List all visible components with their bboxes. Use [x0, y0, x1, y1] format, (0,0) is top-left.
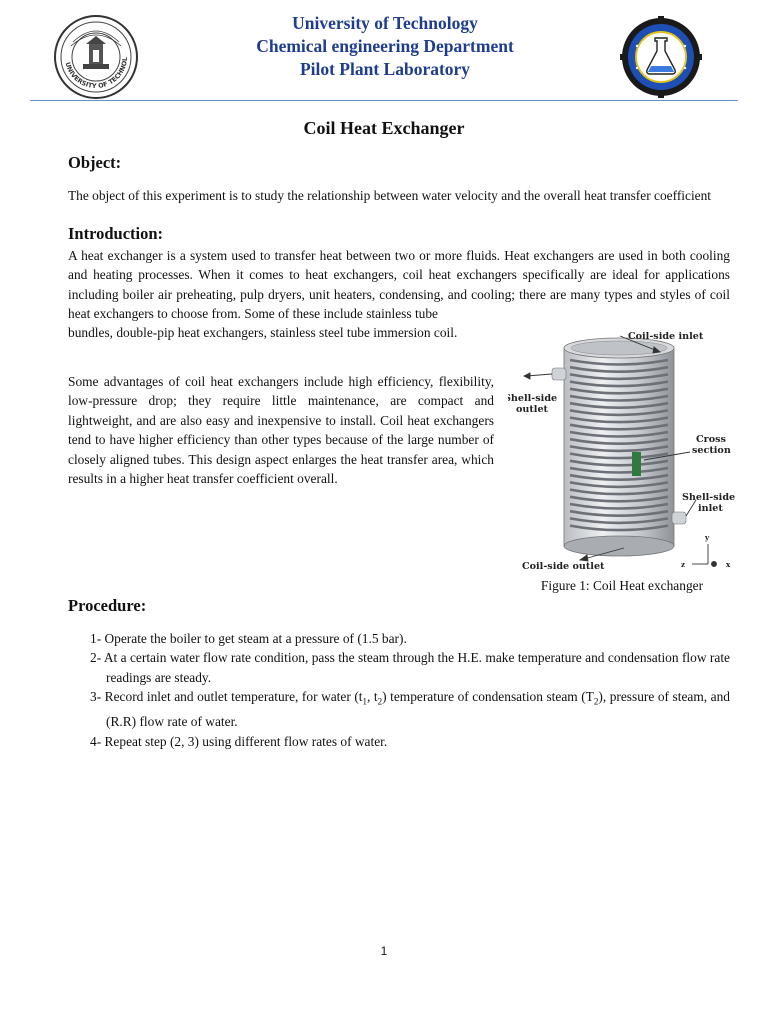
introduction-paragraph-2: Some advantages of coil heat exchangers include high efficiency, flexibility, low-pressure drop; they require little maintenance, are compact and lightweight, and are also easy and inexpensive to install. Coil heat exchangers tend to have higher efficiency than other types because of the large number of closely aligned tubes. This design aspect enlarges the heat transfer area, which results in a higher heat transfer coefficient overall.: [68, 374, 494, 487]
shell-side-outlet-label: Shell-side: [508, 393, 558, 404]
procedure-step-4: 4- Repeat step (2, 3) using different flow rates of water.: [90, 733, 388, 749]
procedure-heading: Procedure:: [68, 596, 147, 615]
axis-y-label: y: [705, 533, 710, 542]
procedure-step-2: 2- At a certain water flow rate condition, pass the steam through the H.E. make temperature and condensation flow rate readings are steady.: [90, 650, 730, 685]
shell-side-outlet-label-2: outlet: [516, 404, 548, 415]
institution-header: [200, 12, 570, 81]
document-title: Coil Heat Exchanger: [303, 118, 465, 138]
introduction-paragraph-1-continued: bundles, double-pip heat exchangers, stainless steel tube immersion coil.: [68, 325, 458, 340]
university-name: University of Technology: [292, 13, 478, 33]
department-name: Chemical engineering Department: [256, 36, 514, 56]
header-divider: [30, 100, 738, 101]
seal-text: UNIVERSITY OF TECHNOL: [63, 56, 130, 91]
procedure-step-3: 3- Record inlet and outlet temperature, for water ($t_1$, $t_2$) temperature of condensation steam $(T_2)$, pressure of steam, and (R.R) flow rate of water.: [90, 689, 730, 730]
shell-side-inlet-label: Shell-side: [682, 492, 736, 503]
chemical-engineering-gear-icon: [620, 16, 702, 98]
coil-side-inlet-label: Coil-side inlet: [628, 331, 704, 342]
coil-heat-exchanger-figure: [508, 326, 744, 572]
laboratory-name: Pilot Plant Laboratory: [299, 59, 471, 79]
page-number: 1: [380, 944, 388, 958]
procedure-step-1: 1- Operate the boiler to get steam at a pressure of (1.5 bar).: [90, 631, 407, 646]
procedure-list: [90, 629, 730, 751]
figure-caption: Figure 1: Coil Heat exchanger: [540, 578, 704, 593]
axis-x-label: x: [726, 560, 731, 569]
shell-side-inlet-label-2: inlet: [698, 503, 723, 514]
cross-section-label: Cross: [696, 434, 726, 445]
axis-z-label: z: [681, 560, 685, 569]
introduction-heading: Introduction:: [68, 224, 164, 243]
object-heading: Object:: [68, 153, 122, 172]
cross-section-label-2: section: [692, 445, 731, 456]
introduction-paragraph-1: A heat exchanger is a system used to transfer heat between two or more fluids. Heat exchangers are used in both cooling and heating processes. When it comes to heat exchangers, coil heat exchangers specifically are ideal for applications including boiler air preheating, pulp dryers, unit heaters, condensing, and cooling; there are many types and styles of coil heat exchangers to choose from. Some of these include stainless tube: [68, 248, 730, 322]
object-text: The object of this experiment is to study the relationship between water velocity and the overall heat transfer coefficient: [68, 188, 712, 203]
university-seal-icon: [53, 14, 139, 100]
coil-side-outlet-label: Coil-side outlet: [522, 561, 605, 572]
